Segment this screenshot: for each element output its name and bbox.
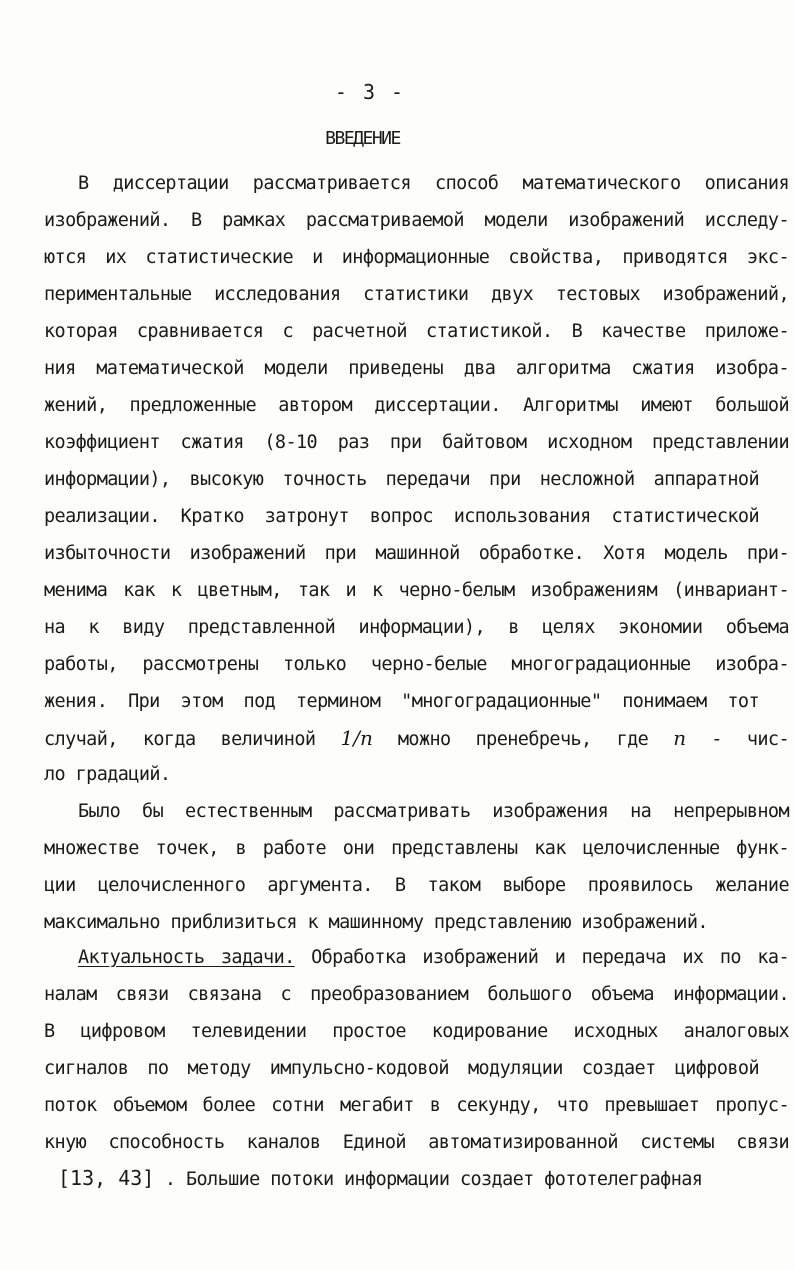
- text-line: которая сравнивается с расчетной статистикой. В качестве приложе-: [44, 321, 789, 342]
- text-fragment: Обработка изображений и передача их по ка-: [311, 947, 789, 968]
- text-line: Было бы естественным рассматривать изображения на непрерывном: [78, 801, 789, 822]
- text-line: избыточности изображений при машинной обработке. Хотя модель при-: [44, 543, 789, 564]
- text-line: работы, рассмотрены только черно-белые многоградационные изобра-: [44, 654, 789, 675]
- text-fragment: - чис-: [711, 729, 789, 750]
- text-line: В диссертации рассматривается способ математического описания: [78, 173, 789, 194]
- formula-one-over-n: 1/n: [340, 726, 373, 750]
- text-line: менима как к цветным, так и к черно-белым изображениям (инвариант-: [44, 580, 789, 601]
- text-line: периментальные исследования статистики двух тестовых изображений,: [44, 284, 789, 305]
- text-line: поток объемом более сотни мегабит в секунду, что превышает пропус-: [44, 1095, 789, 1116]
- text-fragment: случай, когда величиной: [44, 729, 316, 750]
- text-line: [58, 1164, 758, 1192]
- formula-n: n: [673, 726, 687, 750]
- section-label-underlined: Актуальность задачи.: [78, 947, 295, 968]
- text-fragment: . Большие потоки информации создает фототелеграфная: [164, 1169, 703, 1190]
- text-line: жений, предложенные автором диссертации. Алгоритмы имеют большой: [44, 395, 789, 416]
- text-line: на к виду представленной информации), в целях экономии объема: [44, 617, 789, 638]
- text-line-formula: [44, 724, 789, 752]
- text-line: реализации. Кратко затронут вопрос использования статистической: [44, 506, 759, 527]
- section-heading: ВВЕДЕНИЕ: [325, 128, 400, 149]
- text-line: ния математической модели приведены два алгоритма сжатия изобра-: [44, 358, 789, 379]
- text-line: сигналов по методу импульсно-кодовой модуляции создает цифровой: [44, 1058, 759, 1079]
- page-number: - 3 -: [334, 80, 406, 104]
- text-line: коэффициент сжатия (8-10 раз при байтовом исходном представлении: [44, 432, 789, 453]
- text-line: ются их статистические и информационные свойства, приводятся экс-: [44, 247, 789, 268]
- citation-reference: [13, 43]: [58, 1166, 155, 1190]
- text-line: В цифровом телевидении простое кодирование исходных аналоговых: [44, 1021, 789, 1042]
- text-line: жения. При этом под термином "многоградационные" понимаем тот: [44, 691, 759, 712]
- text-line: ции целочисленного аргумента. В таком выборе проявилось желание: [44, 875, 789, 896]
- text-line: изображений. В рамках рассматриваемой модели изображений исследу-: [44, 210, 789, 231]
- text-line: максимально приблизиться к машинному представлению изображений.: [44, 912, 708, 933]
- text-line: множестве точек, в работе они представлены как целочисленные функ-: [44, 838, 789, 859]
- text-fragment: можно пренебречь, где: [397, 729, 649, 750]
- text-line: [78, 944, 789, 972]
- text-line: информации), высокую точность передачи при несложной аппаратной: [44, 469, 759, 490]
- text-line: налам связи связана с преобразованием большого объема информации.: [44, 984, 789, 1005]
- text-line: ло градаций.: [44, 764, 171, 785]
- text-line: кную способность каналов Единой автоматизированной системы связи: [44, 1132, 789, 1153]
